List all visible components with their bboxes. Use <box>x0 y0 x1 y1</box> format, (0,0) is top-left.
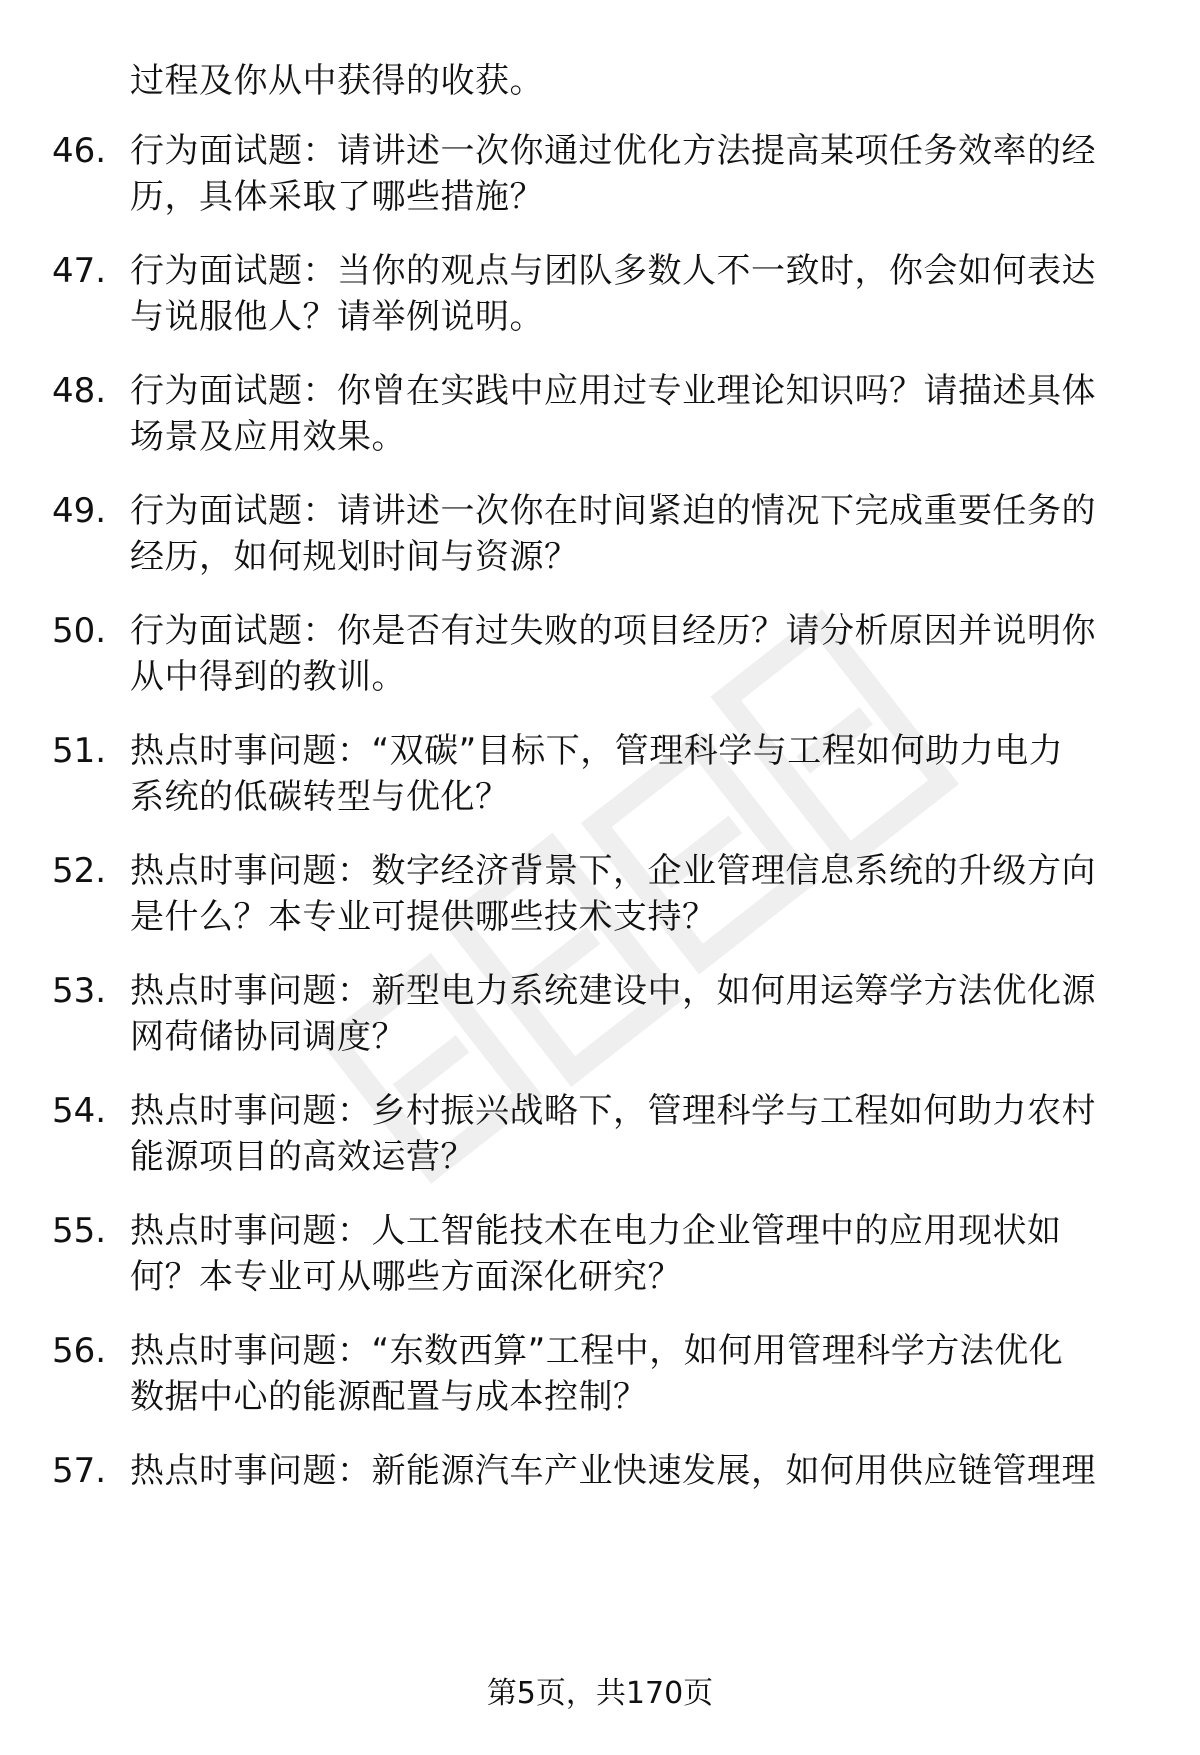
question-text <box>130 1328 1200 1420</box>
question-text <box>130 488 1200 580</box>
question-number: 52. <box>52 851 107 891</box>
question-text-line: 是什么？本专业可提供哪些技术支持？ <box>130 897 717 937</box>
question-number: 53. <box>52 971 107 1011</box>
question-number: 55. <box>52 1211 107 1251</box>
question-number: 57. <box>52 1451 107 1491</box>
question-text <box>130 248 1200 340</box>
question-text-line: 系统的低碳转型与优化？ <box>130 777 510 817</box>
question-text <box>130 848 1200 940</box>
question-text-line: 行为面试题：你曾在实践中应用过专业理论知识吗？请描述具体 <box>130 371 1096 411</box>
question-text-line: 行为面试题：请讲述一次你通过优化方法提高某项任务效率的经 <box>130 131 1096 171</box>
question-number: 51. <box>52 731 107 771</box>
question-text-line: 热点时事问题：人工智能技术在电力企业管理中的应用现状如 <box>130 1211 1062 1251</box>
question-text-line: 热点时事问题：数字经济背景下，企业管理信息系统的升级方向 <box>130 851 1096 891</box>
question-number: 46. <box>52 131 107 171</box>
question-number: 47. <box>52 251 107 291</box>
page-footer: 第5页，共170页 <box>486 1676 714 1711</box>
question-text <box>130 728 1200 820</box>
question-text-line: 场景及应用效果。 <box>130 417 406 457</box>
question-number: 54. <box>52 1091 107 1131</box>
question-text <box>130 968 1200 1060</box>
question-text-line: 从中得到的教训。 <box>130 657 406 697</box>
question-text <box>130 608 1200 700</box>
question-number: 50. <box>52 611 107 651</box>
question-text-line: 热点时事问题：乡村振兴战略下，管理科学与工程如何助力农村 <box>130 1091 1096 1131</box>
question-text-line: 热点时事问题：“东数西算”工程中，如何用管理科学方法优化 <box>130 1331 1064 1371</box>
question-text <box>130 128 1200 220</box>
question-text-line: 数据中心的能源配置与成本控制？ <box>130 1377 648 1417</box>
question-number: 56. <box>52 1331 107 1371</box>
question-text-line: 与说服他人？请举例说明。 <box>130 297 544 337</box>
question-number: 49. <box>52 491 107 531</box>
question-text-line: 历，具体采取了哪些措施？ <box>130 177 544 217</box>
question-text <box>130 368 1200 460</box>
question-text-line: 能源项目的高效运营？ <box>130 1137 475 1177</box>
question-text-line: 何？本专业可从哪些方面深化研究？ <box>130 1257 682 1297</box>
question-text <box>130 1208 1200 1300</box>
question-text-line: 网荷储协同调度？ <box>130 1017 406 1057</box>
question-text-line: 行为面试题：你是否有过失败的项目经历？请分析原因并说明你 <box>130 611 1096 651</box>
question-text-line: 热点时事问题：新型电力系统建设中，如何用运筹学方法优化源 <box>130 971 1096 1011</box>
question-text <box>130 1448 1200 1494</box>
question-text-line: 行为面试题：请讲述一次你在时间紧迫的情况下完成重要任务的 <box>130 491 1096 531</box>
question-text <box>130 1088 1200 1180</box>
question-text-line: 热点时事问题：新能源汽车产业快速发展，如何用供应链管理理 <box>130 1451 1096 1491</box>
question-number: 48. <box>52 371 107 411</box>
continued-text-line: 过程及你从中获得的收获。 <box>130 61 544 101</box>
question-text-line: 行为面试题：当你的观点与团队多数人不一致时，你会如何表达 <box>130 251 1096 291</box>
question-text-line: 热点时事问题：“双碳”目标下，管理科学与工程如何助力电力 <box>130 731 1064 771</box>
question-text-line: 经历，如何规划时间与资源？ <box>130 537 579 577</box>
